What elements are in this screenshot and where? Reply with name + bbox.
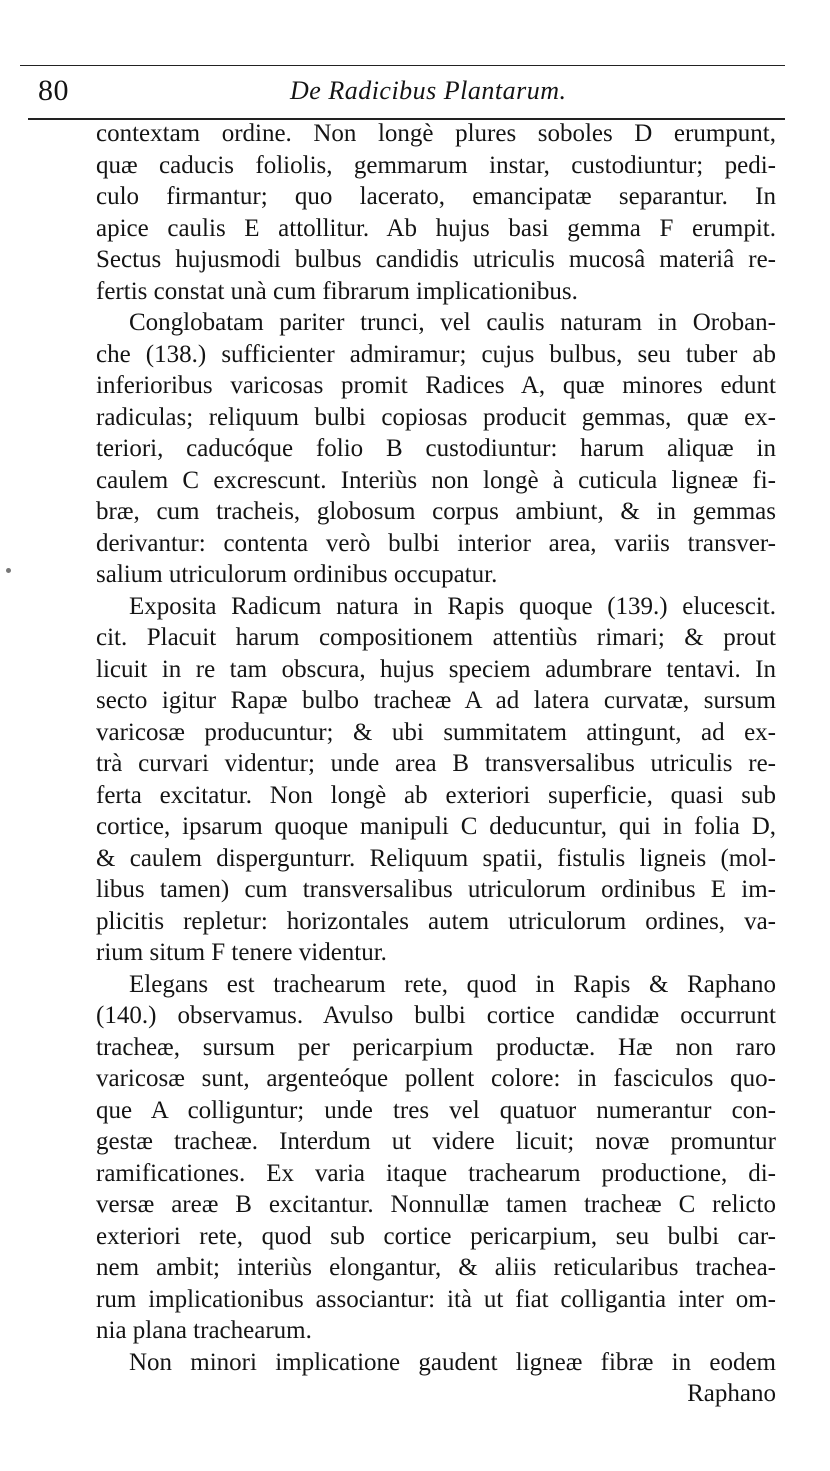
text-line: inferioribus varicosas promit Radices A, quæ minores edunt [96,372,776,399]
text-line: (140.) observamus. Avulso bulbi cortice candidæ occurrunt [96,1002,776,1029]
text-line: gestæ tracheæ. Interdum ut videre licuit; novæ promuntur [96,1128,776,1155]
text-line: Conglobatam pariter trunci, vel caulis naturam in Oroban- [129,309,776,336]
text-line: caulem C excrescunt. Interiùs non longè à cuticula ligneæ fi- [96,466,776,494]
text-line: secto igitur Rapæ bulbo tracheæ A ad latera curvatæ, sursum [96,687,776,714]
text-line: derivantur: contenta verò bulbi interior area, variis transver- [96,529,776,557]
text-line: trà curvari videntur; unde area B transversalibus utriculis re- [96,750,776,777]
text-line: versæ areæ B excitantur. Nonnullæ tamen tracheæ C relicto [96,1191,776,1218]
text-line: quæ caducis foliolis, gemmarum instar, custodiuntur; pedi- [96,151,776,179]
text-line: Elegans est trachearum rete, quod in Rapis & Raphano [129,970,776,998]
page-number: 80 [38,74,69,107]
text-line: ramificationes. Ex varia itaque trachearum productione, di- [96,1159,776,1187]
text-line: teriori, caducóque folio B custodiuntur: harum aliquæ in [96,435,776,462]
body-text [96,118,776,1410]
text-line: rium situm F tenere videntur. [96,939,387,966]
text-line: exteriori rete, quod sub cortice pericarpium, seu bulbi car- [96,1222,776,1250]
text-line: contextam ordine. Non longè plures soboles D erumpunt, [96,120,776,147]
text-line: bræ, cum tracheis, globosum corpus ambiunt, & in gemmas [96,498,776,525]
text-line: plicitis repletur: horizontales autem utriculorum ordines, va- [96,907,776,935]
text-line: ferta excitatur. Non longè ab exteriori superficie, quasi sub [96,781,776,809]
running-head: De Radicibus Plantarum. [290,76,567,105]
text-line: salium utriculorum ordinibus occupatur. [96,561,498,588]
text-line: Non minori implicatione gaudent ligneæ fibræ in eodem [129,1348,776,1376]
text-line: che (138.) sufficienter admiramur; cujus bulbus, seu tuber ab [96,340,776,368]
catchword: Raphano [687,1380,776,1407]
text-line: Exposita Radicum natura in Rapis quoque (139.) elucescit. [129,592,776,620]
text-line: Sectus hujusmodi bulbus candidis utriculis mucosâ materiâ re- [96,246,776,273]
top-rule [20,65,785,66]
text-line: radiculas; reliquum bulbi copiosas producit gemmas, quæ ex- [96,403,776,431]
margin-speck [6,568,11,573]
text-line: tracheæ, sursum per pericarpium productæ. Hæ non raro [96,1033,776,1061]
text-line: culo firmantur; quo lacerato, emancipatæ separantur. In [96,183,776,210]
text-line: cit. Placuit harum compositionem attentiùs rimari; & prout [96,624,776,651]
text-line: que A colliguntur; unde tres vel quatuor numerantur con- [96,1096,776,1124]
text-line: varicosæ producuntur; & ubi summitatem attingunt, ad ex- [96,718,776,746]
text-line: licuit in re tam obscura, hujus speciem adumbrare tentavi. In [96,655,776,683]
text-line: nia plana trachearum. [96,1317,312,1344]
text-line: apice caulis E attollitur. Ab hujus basi gemma F erumpit. [96,214,776,242]
text-line: fertis constat unà cum fibrarum implicationibus. [96,277,578,305]
text-line: varicosæ sunt, argenteóque pollent colore: in fasciculos quo- [96,1065,776,1092]
text-line: cortice, ipsarum quoque manipuli C deducuntur, qui in folia D, [96,813,776,840]
text-line: nem ambit; interiùs elongantur, & aliis reticularibus trachea- [96,1254,776,1281]
text-line: & caulem dispergunturr. Reliquum spatii, fistulis ligneis (mol- [96,844,776,872]
text-line: rum implicationibus associantur: ità ut fiat colligantia inter om- [96,1285,776,1313]
text-line: libus tamen) cum transversalibus utriculorum ordinibus E im- [96,876,776,903]
